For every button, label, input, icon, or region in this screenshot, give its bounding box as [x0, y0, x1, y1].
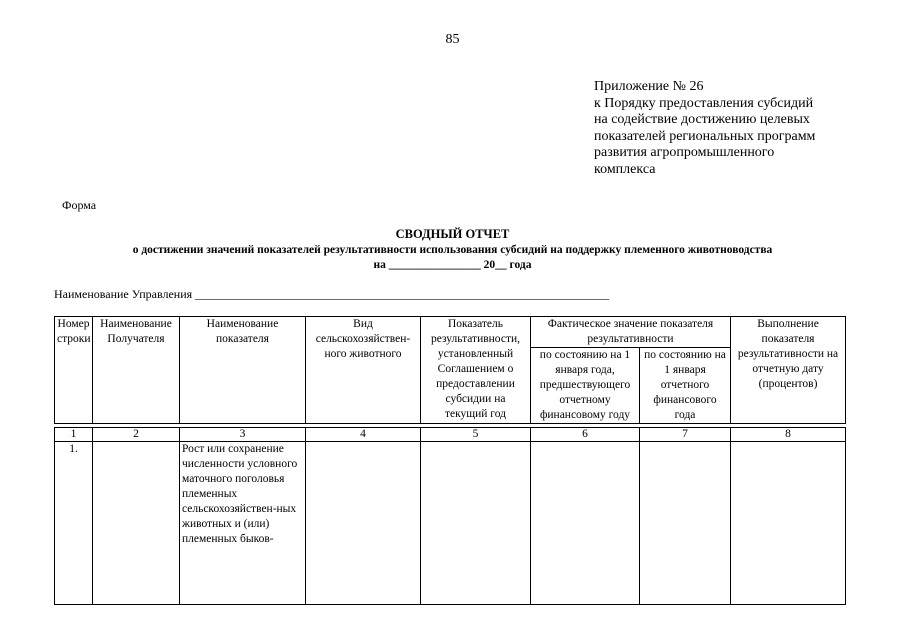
column-number: 8 — [731, 428, 846, 442]
target-value-cell — [421, 442, 531, 605]
report-period: на ________________ 20__ года — [373, 259, 532, 271]
header-actual-curr-year: по состоянию на 1 января отчетного финансового года — [640, 348, 731, 424]
column-number: 1 — [55, 428, 93, 442]
animal-type-cell — [306, 442, 421, 605]
header-indicator: Наименование показателя — [180, 317, 306, 424]
recipient-cell — [93, 442, 180, 605]
header-actual-value-group: Фактическое значение показателя результативности — [531, 317, 731, 348]
appendix-note — [594, 79, 884, 179]
header-recipient: Наименование Получателя — [93, 317, 180, 424]
report-subtitle: о достижении значений показателей результативности использования субсидий на поддержку племенного животноводства — [132, 244, 773, 256]
header-row-number: Номер строки — [55, 317, 93, 424]
column-number: 4 — [306, 428, 421, 442]
appendix-line: к Порядку предоставления субсидий — [594, 95, 814, 111]
column-number: 3 — [180, 428, 306, 442]
column-number: 6 — [531, 428, 640, 442]
header-actual-prev-year: по состоянию на 1 января года, предшествующего отчетному финансовому году — [531, 348, 640, 424]
appendix-line: на содействие достижению целевых — [594, 112, 810, 128]
column-number: 5 — [421, 428, 531, 442]
department-line: Наименование Управления _____________________________________________________________________ — [54, 287, 610, 301]
header-animal-type: Вид сельскохозяйствен-ного животного — [306, 317, 421, 424]
appendix-line: комплекса — [594, 161, 656, 177]
form-label: Форма — [62, 198, 97, 212]
completion-cell — [731, 442, 846, 605]
column-number: 2 — [93, 428, 180, 442]
column-numbers-row — [55, 428, 846, 442]
actual-curr-cell — [640, 442, 731, 605]
table-row — [55, 442, 846, 605]
page-number: 85 — [445, 32, 460, 47]
appendix-line: показателей региональных программ — [594, 128, 816, 144]
indicator-cell: Рост или сохранение численности условного маточного поголовья племенных сельскохозяйствен-ных животных и (или) племенных быков- — [180, 442, 306, 605]
appendix-line: развития агропромышленного — [594, 145, 775, 161]
report-title: СВОДНЫЙ ОТЧЕТ — [395, 227, 510, 241]
header-row — [55, 317, 846, 348]
row-number: 1. — [55, 442, 93, 605]
report-table — [54, 316, 846, 605]
actual-prev-cell — [531, 442, 640, 605]
appendix-line: Приложение № 26 — [594, 79, 704, 94]
header-target-value: Показатель результативности, установленный Соглашением о предоставлении субсидии на текущий год — [421, 317, 531, 424]
column-number: 7 — [640, 428, 731, 442]
header-completion: Выполнение показателя результативности на отчетную дату (процентов) — [731, 317, 846, 424]
